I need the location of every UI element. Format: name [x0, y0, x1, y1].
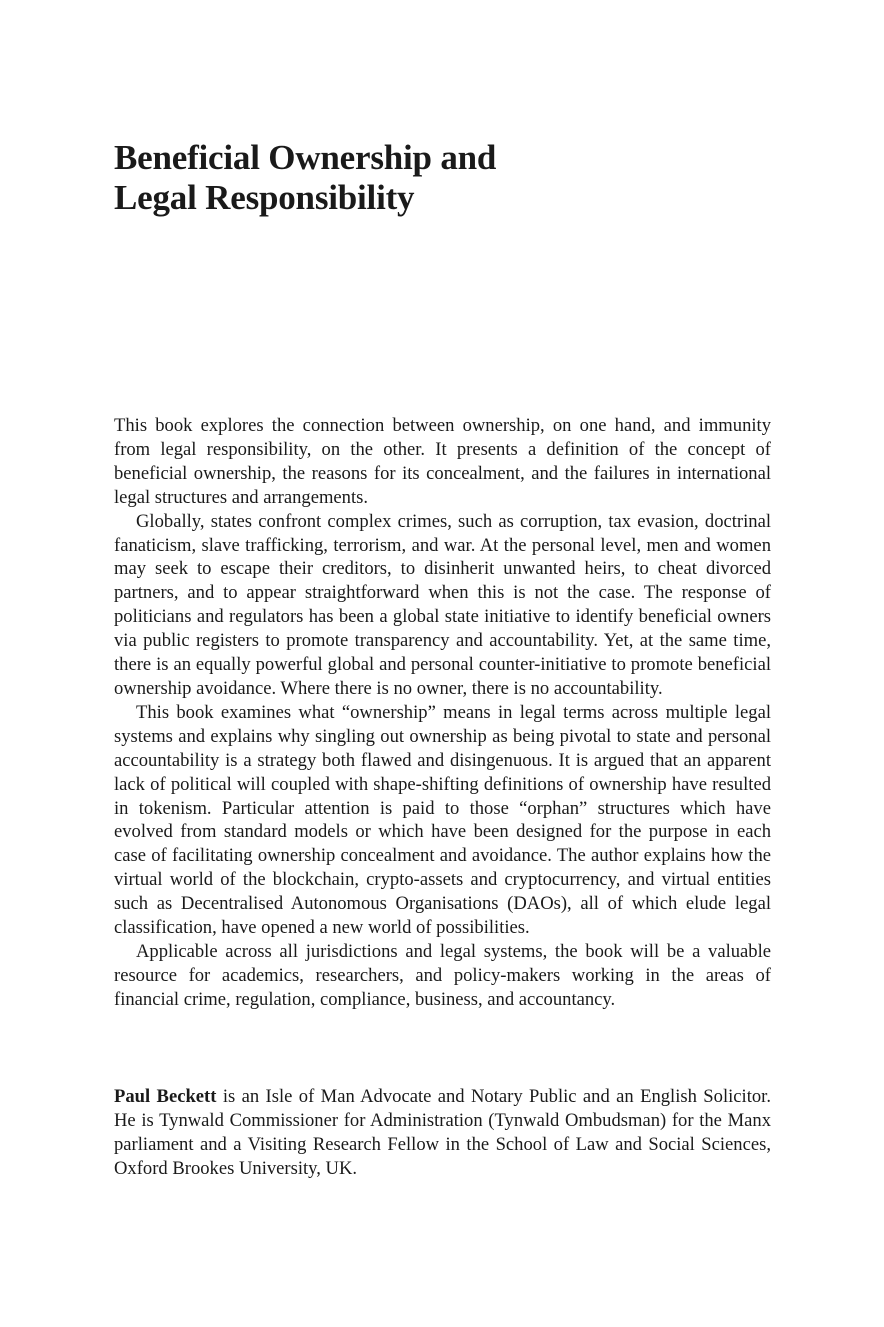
description-paragraph-4: Applicable across all jurisdictions and legal systems, the book will be a valuable resource for academics, researchers, and policy-makers working in the areas of financial crime, regulation, compliance, business, and accountancy. — [114, 940, 771, 1010]
book-title — [114, 138, 774, 218]
author-name: Paul Beckett — [114, 1086, 217, 1107]
author-bio-text: is an Isle of Man Advocate and Notary Public and an English Solicitor. He is Tynwald Commissioner for Administration (Tynwald Ombudsman) for the Manx parliament and a Visiting Research Fellow in the School of Law and Social Sciences, Oxford Brookes University, UK. — [114, 1086, 771, 1179]
author-bio — [114, 1085, 771, 1181]
description-paragraph-1: This book explores the connection between ownership, on one hand, and immunity from legal responsibility, on the other. It presents a definition of the concept of beneficial ownership, the reasons for its concealment, and the failures in international legal structures and arrangements. — [114, 415, 771, 508]
description-paragraph-2: Globally, states confront complex crimes, such as corruption, tax evasion, doctrinal fanaticism, slave trafficking, terrorism, and war. At the personal level, men and women may seek to escape their creditors, to disinherit unwanted heirs, to cheat divorced partners, and to appear straightforward when this is not the case. The response of politicians and regulators has been a global state initiative to identify beneficial owners via public registers to promote transparency and accountability. Yet, at the same time, there is an equally powerful global and personal counter-initiative to promote beneficial ownership avoidance. Where there is no owner, there is no accountability. — [114, 510, 771, 699]
description-paragraph-3: This book examines what “ownership” means in legal terms across multiple legal systems and explains why singling out ownership as being pivotal to state and personal accountability is a strategy both flawed and disingenuous. It is argued that an apparent lack of political will coupled with shape-shifting definitions of ownership have resulted in tokenism. Particular attention is paid to those “orphan” structures which have evolved from standard models or which have been designed for the purpose in each case of facilitating ownership concealment and avoidance. The author explains how the virtual world of the blockchain, crypto-assets and cryptocurrency, and virtual entities such as Decentralised Autonomous Organisations (DAOs), all of which elude legal classification, have opened a new world of possibilities. — [114, 701, 771, 939]
book-title-line-1: Beneficial Ownership and — [114, 138, 497, 177]
book-description — [114, 414, 771, 1012]
book-title-line-2: Legal Responsibility — [114, 178, 415, 217]
